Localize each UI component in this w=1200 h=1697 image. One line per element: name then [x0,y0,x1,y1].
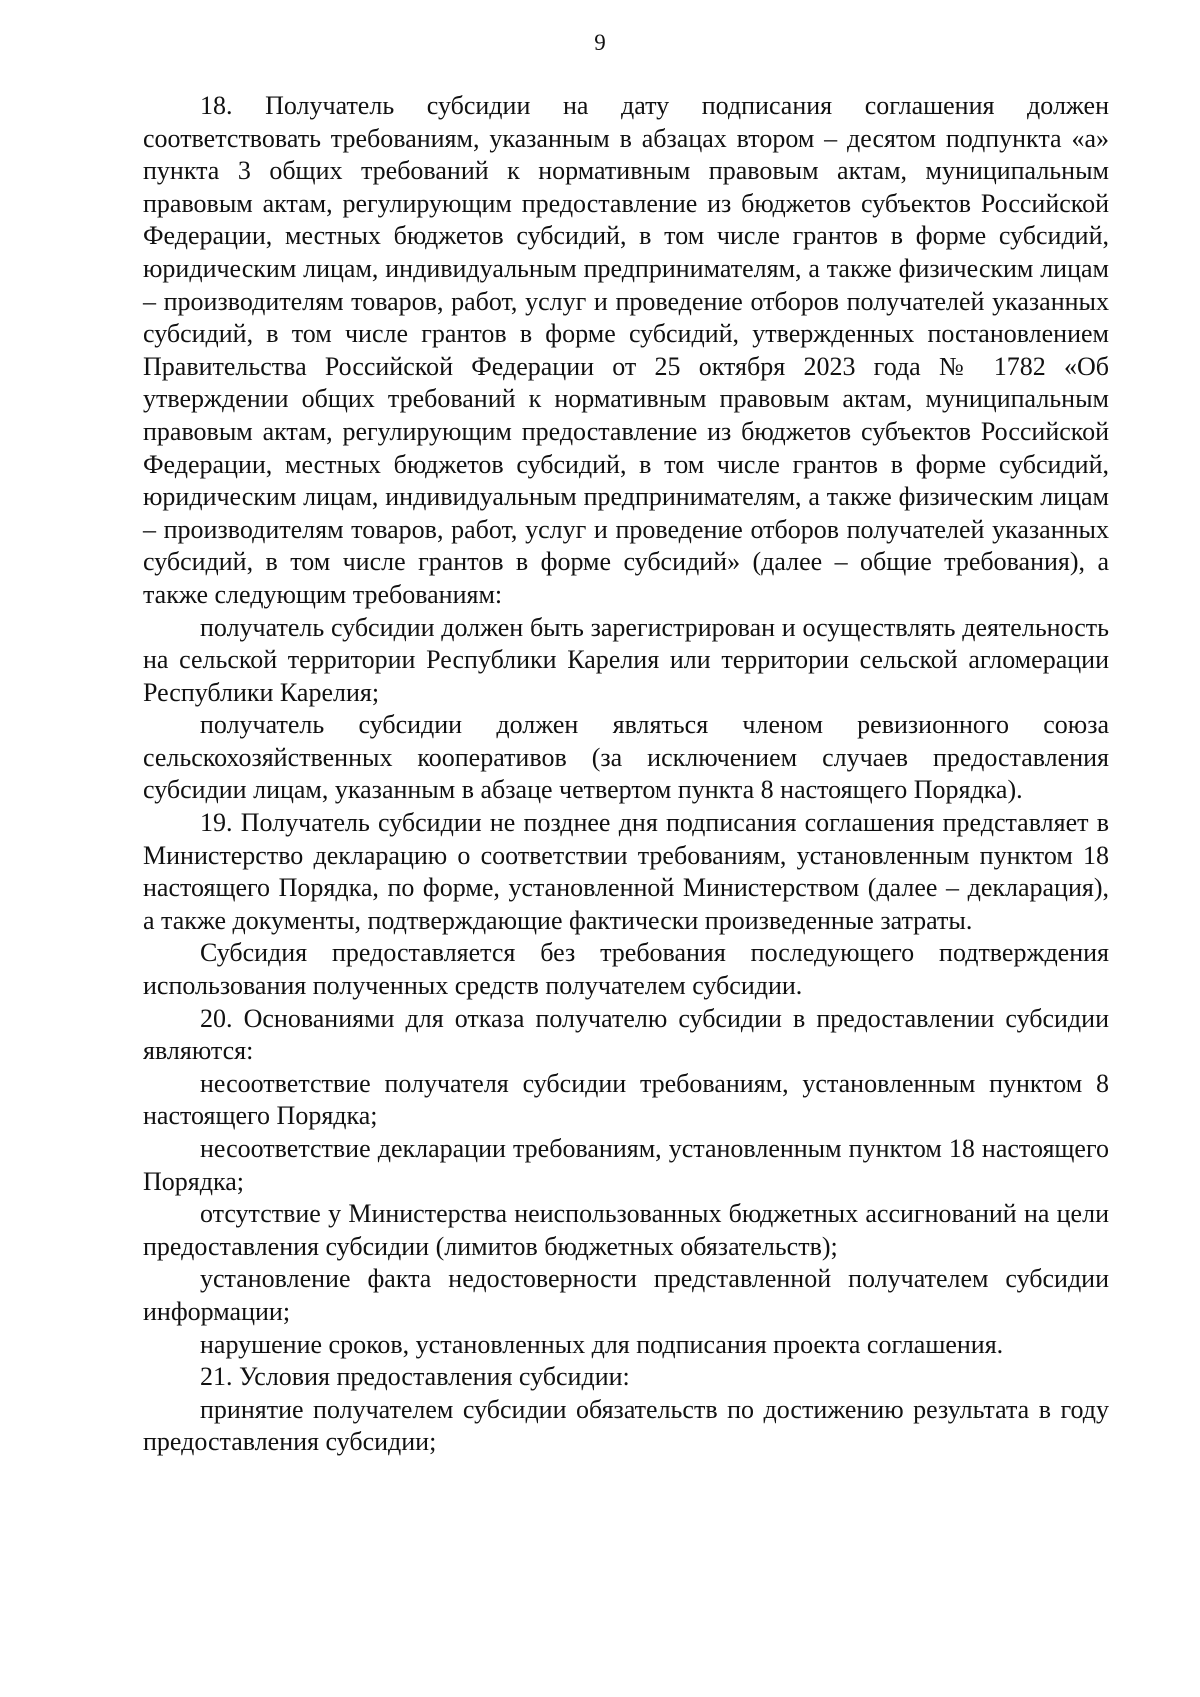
document-body [143,90,1109,1459]
paragraph-20: 20. Основаниями для отказа получателю субсидии в предоставлении субсидии являются: [143,1003,1109,1066]
paragraph-19-no-confirmation: Субсидия предоставляется без требования последующего подтверждения использования полученных средств получателем субсидии. [143,938,1109,1001]
paragraph-18: 18. Получатель субсидии на дату подписания соглашения должен соответствовать требованиям, указанным в абзацах втором – десятом подпункта «а» пункта 3 общих требований к нормативным правовым актам, муниципальным правовым актам, регулирующим предоставление из бюджетов субъектов Российской Федерации, местных бюджетов субсидий, в том числе грантов в форме субсидий, юридическим лицам, индивидуальным предпринимателям, а также физическим лицам – производителям товаров, работ, услуг и проведение отборов получателей указанных субсидий, в том числе грантов в форме субсидий, утвержденных постановлением Правительства Российской Федерации от 25 октября 2023 года № 1782 «Об утверждении общих требований к нормативным правовым актам, муниципальным правовым актам, регулирующим предоставление из бюджетов субъектов Российской Федерации, местных бюджетов субсидий, в том числе грантов в форме субсидий, юридическим лицам, индивидуальным предпринимателям, а также физическим лицам – производителям товаров, работ, услуг и проведение отборов получателей указанных субсидий, в том числе грантов в форме субсидий» (далее – общие требования), а также следующим требованиям: [143,91,1109,609]
paragraph-21: 21. Условия предоставления субсидии: [200,1362,630,1392]
paragraph-20-item-5: нарушение сроков, установленных для подписания проекта соглашения. [200,1329,1004,1359]
paragraph-20-item-3: отсутствие у Министерства неиспользованных бюджетных ассигнований на цели предоставления субсидии (лимитов бюджетных обязательств); [143,1199,1109,1261]
page-number: 9 [594,30,606,55]
paragraph-20-item-1: несоответствие получателя субсидии требованиям, установленным пунктом 8 настоящего Порядка; [143,1068,1109,1131]
paragraph-18-req-territory: получатель субсидии должен быть зарегистрирован и осуществлять деятельность на сельской территории Республики Карелия или территории сельской агломерации Республики Карелия; [143,612,1109,707]
paragraph-19: 19. Получатель субсидии не позднее дня подписания соглашения представляет в Министерство декларацию о соответствии требованиям, установленным пунктом 18 настоящего Порядка, по форме, установленной Министерством (далее – декларация), а также документы, подтверждающие фактически произведенные затраты. [143,808,1109,935]
paragraph-21-item-1: принятие получателем субсидии обязательств по достижению результата в году предоставления субсидии; [143,1394,1109,1457]
paragraph-20-item-4: установление факта недостоверности представленной получателем субсидии информации; [143,1264,1109,1326]
paragraph-20-item-2: несоответствие декларации требованиям, установленным пунктом 18 настоящего Порядка; [143,1134,1109,1196]
paragraph-18-req-union: получатель субсидии должен являться членом ревизионного союза сельскохозяйственных кооперативов (за исключением случаев предоставления субсидии лицам, указанным в абзаце четвертом пункта 8 настоящего Порядка). [143,710,1109,805]
